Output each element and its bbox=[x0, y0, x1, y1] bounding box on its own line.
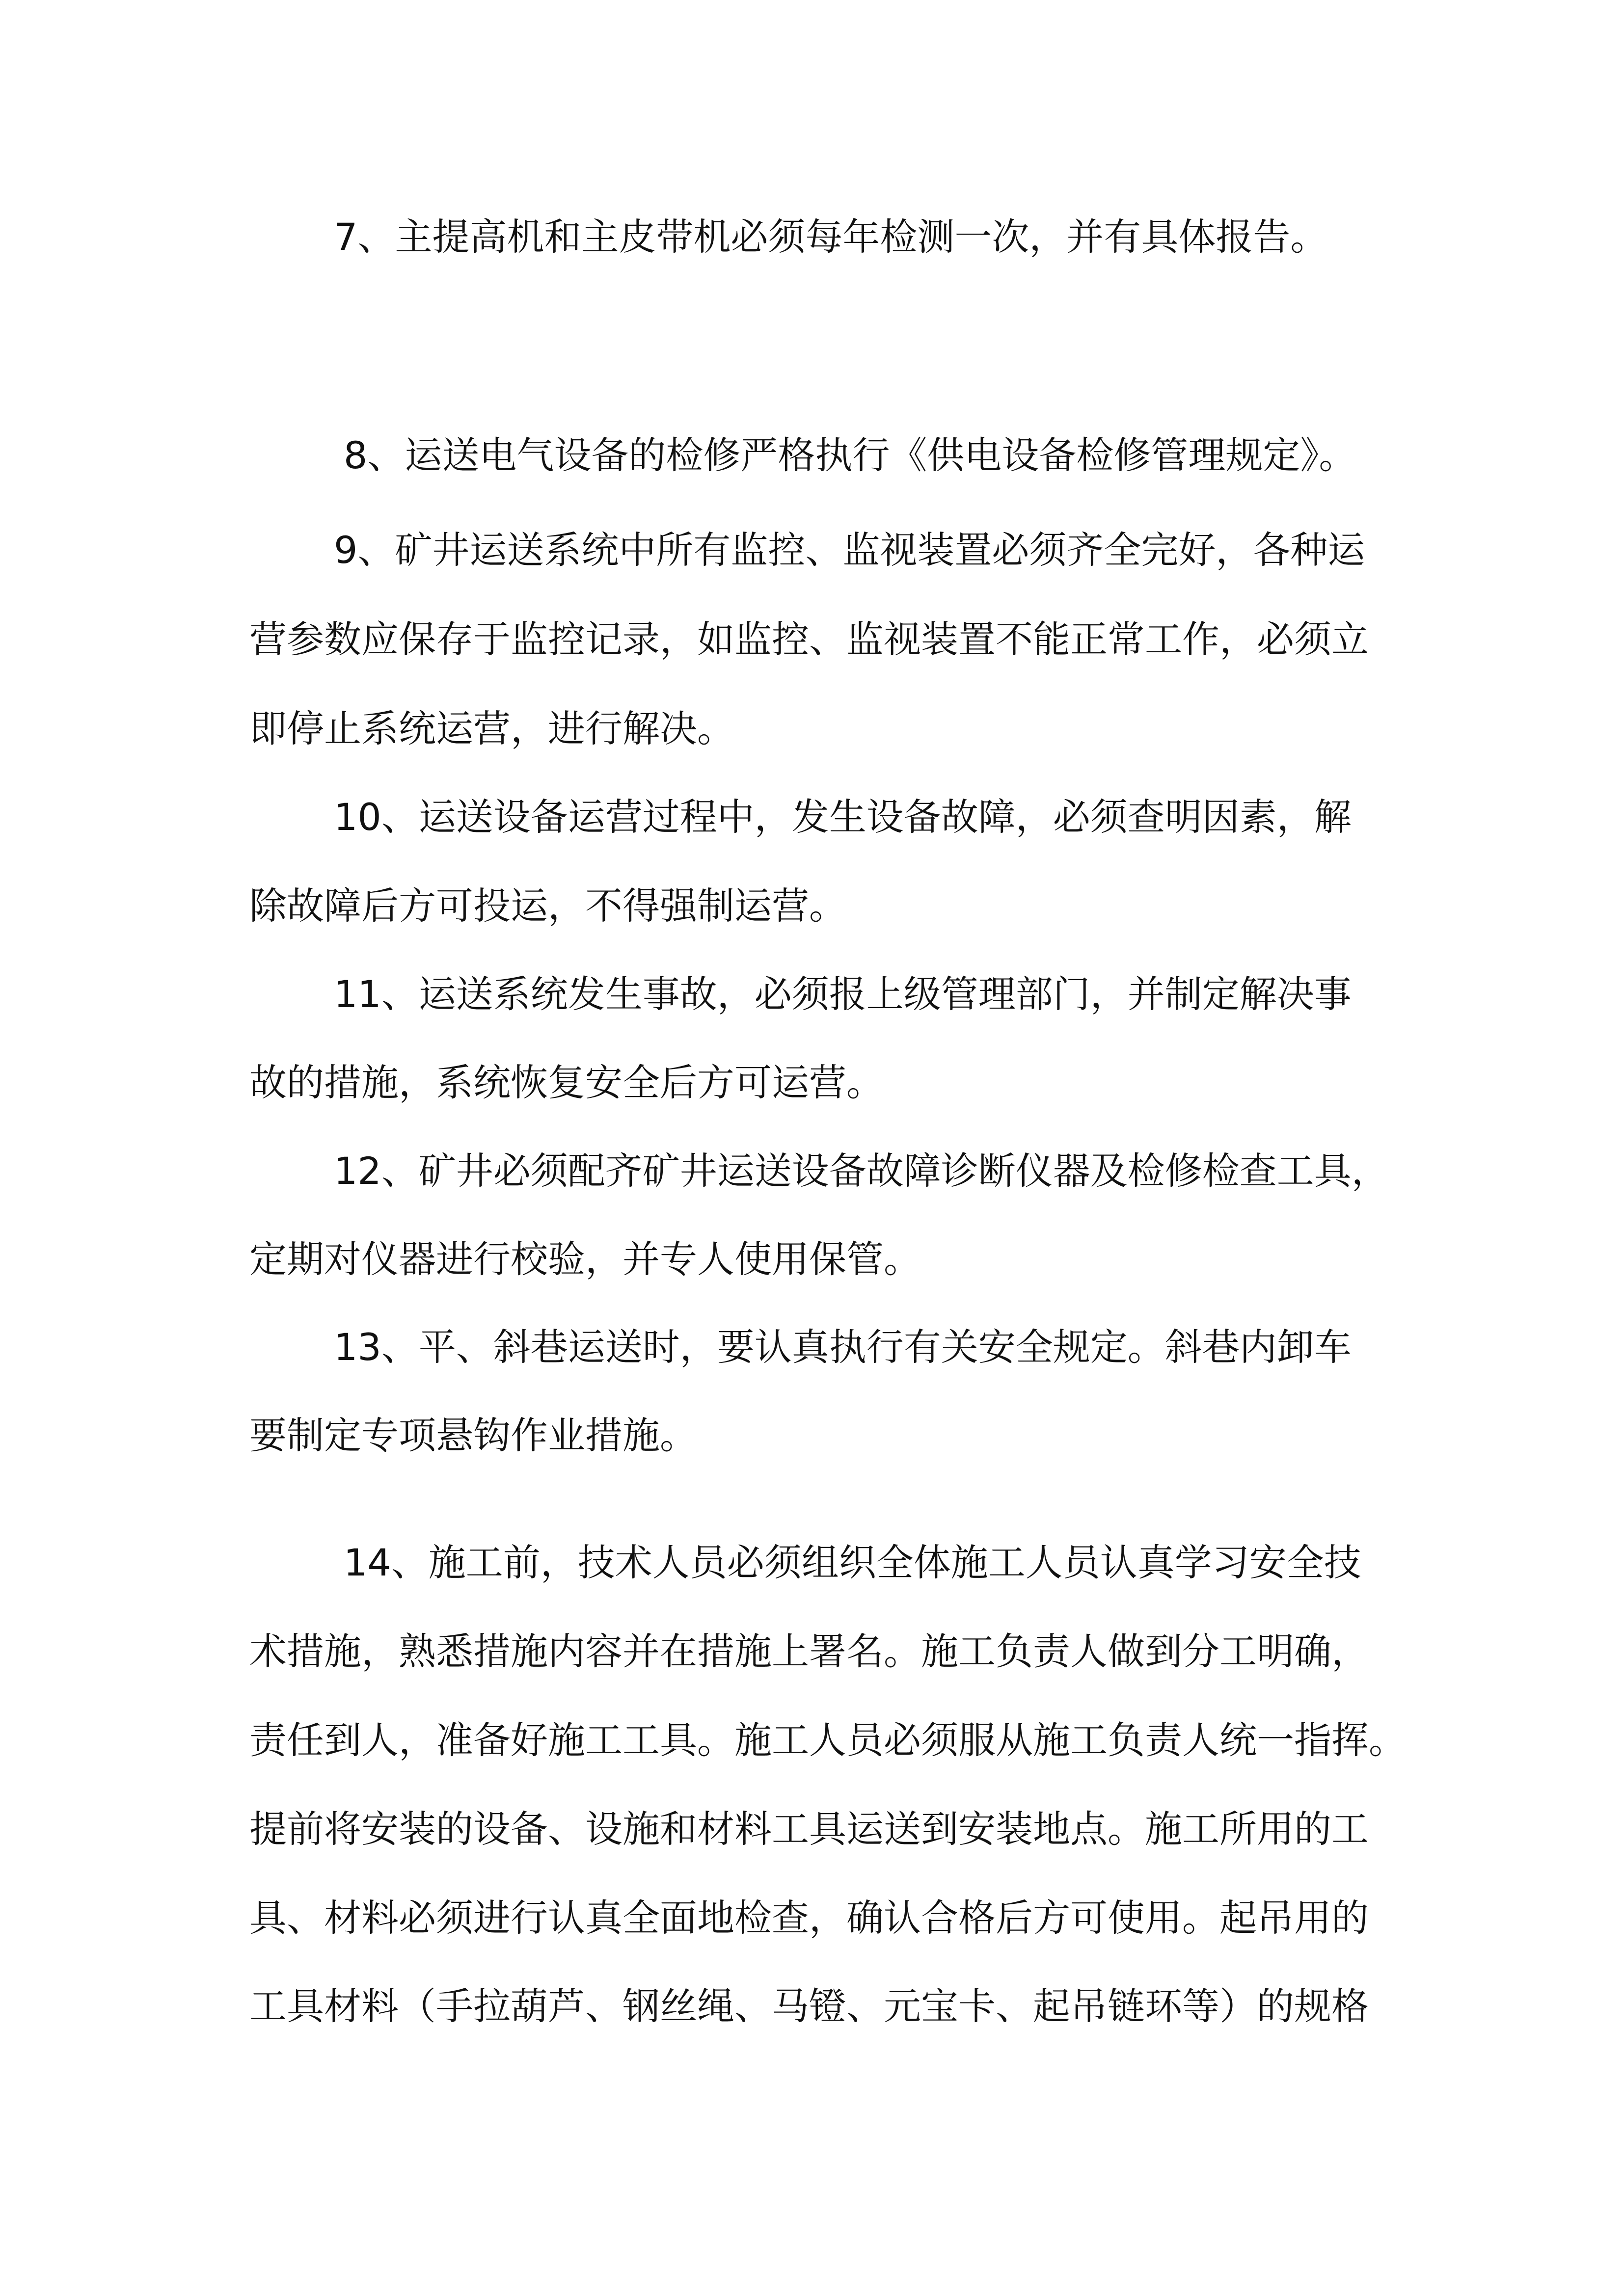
item-13-line-2: 要制定专项悬钩作业措施。 bbox=[249, 1414, 697, 1457]
item-11-line-1: 11、运送系统发生事故，必须报上级管理部门，并制定解决事 bbox=[334, 972, 1352, 1016]
item-9-line-3: 即停止系统运营，进行解决。 bbox=[249, 707, 734, 750]
item-10-line-2: 除故障后方可投运，不得强制运营。 bbox=[249, 884, 846, 928]
item-12-line-2: 定期对仪器进行校验，并专人使用保管。 bbox=[249, 1237, 921, 1281]
item-14-line-1: 14、施工前，技术人员必须组织全体施工人员认真学习安全技 bbox=[344, 1541, 1361, 1584]
item-9-line-1: 9、矿井运送系统中所有监控、监视装置必须齐全完好，各种运 bbox=[334, 528, 1365, 572]
item-9-line-2: 营参数应保存于监控记录，如监控、监视装置不能正常工作，必须立 bbox=[249, 617, 1369, 661]
item-14-line-3: 责任到人，准备好施工工具。施工人员必须服从施工负责人统一指挥。 bbox=[249, 1718, 1406, 1762]
item-14-line-5: 具、材料必须进行认真全面地检查，确认合格后方可使用。起吊用的 bbox=[249, 1896, 1369, 1940]
item-11-line-2: 故的措施，系统恢复安全后方可运营。 bbox=[249, 1061, 884, 1104]
item-12-line-1: 12、矿井必须配齐矿井运送设备故障诊断仪器及检修检查工具， bbox=[334, 1149, 1389, 1193]
item-10-line-1: 10、运送设备运营过程中，发生设备故障，必须查明因素，解 bbox=[334, 795, 1352, 839]
item-8-line-1: 8、运送电气设备的检修严格执行《供电设备检修管理规定》。 bbox=[344, 433, 1356, 477]
item-13-line-1: 13、平、斜巷运送时，要认真执行有关安全规定。斜巷内卸车 bbox=[334, 1325, 1352, 1369]
item-14-line-4: 提前将安装的设备、设施和材料工具运送到安装地点。施工所用的工 bbox=[249, 1807, 1369, 1851]
item-14-line-2: 术措施，熟悉措施内容并在措施上署名。施工负责人做到分工明确， bbox=[249, 1629, 1369, 1673]
item-14-line-6: 工具材料（手拉葫芦、钢丝绳、马镫、元宝卡、起吊链环等）的规格 bbox=[249, 1984, 1369, 2028]
item-7-line-1: 7、主提高机和主皮带机必须每年检测一次，并有具体报告。 bbox=[334, 215, 1328, 259]
